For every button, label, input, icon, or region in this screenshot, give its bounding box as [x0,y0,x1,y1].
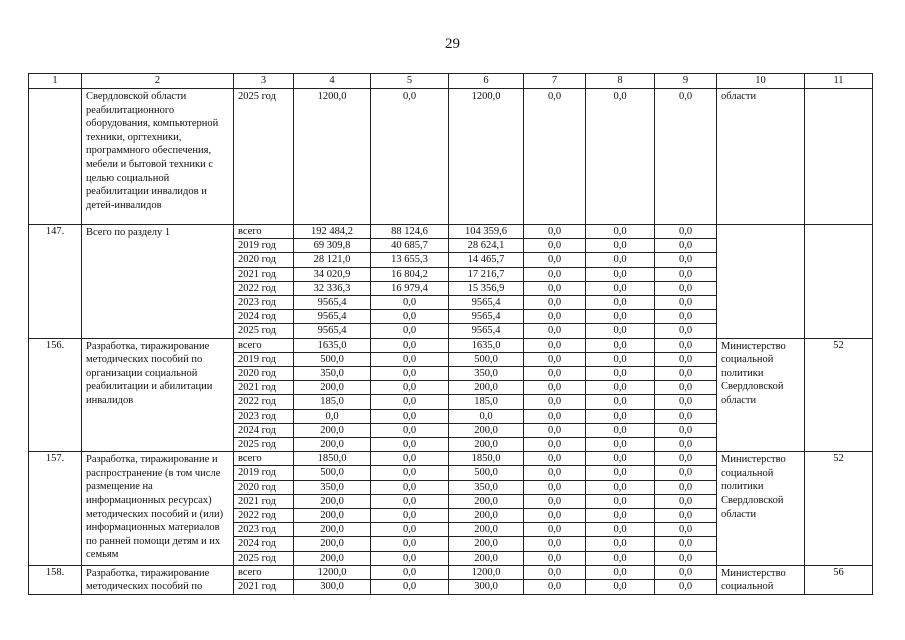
year-breakdown [371,339,448,452]
year-label: 2019 год [234,466,293,480]
header-col-2: 2 [82,74,234,89]
value-other: 0,0 [586,566,654,580]
year-breakdown [234,339,293,452]
row-description: Разработка, тиражирование методических пособий по организации социальной реабилитации и абилитации инвалидов [82,338,234,452]
value-federal: 40 685,7 [371,239,448,253]
year-label: 2021 год [238,581,276,593]
year-column [234,338,294,452]
year-label: 2025 год [238,91,276,102]
header-col-5: 5 [371,74,449,89]
value-other: 0,0 [613,439,627,451]
value-local: 0,0 [524,296,585,310]
value-column [655,225,717,339]
value-total: 0,0 [294,409,370,423]
value-extra: 0,0 [655,310,716,324]
value-total: 1200,0 [317,91,347,102]
year-label: 2020 год [234,480,293,494]
year-breakdown [234,225,293,338]
value-local: 0,0 [524,225,585,239]
value-federal: 0,0 [371,409,448,423]
value-other: 0,0 [586,409,654,423]
value-column [449,225,524,339]
executor: Министерство социальной политики Свердловской области [717,338,805,452]
value-local: 0,0 [524,267,585,281]
value-local: 0,0 [524,466,585,480]
value-federal: 0,0 [371,296,448,310]
year-breakdown [449,225,523,338]
value-extra: 0,0 [655,452,716,466]
value-local: 0,0 [547,325,562,337]
value-regional: 1200,0 [449,566,523,580]
year-label: 2022 год [234,395,293,409]
value-federal: 0,0 [371,494,448,508]
value-regional: 500,0 [449,466,523,480]
year-cell [234,89,294,225]
value-column [586,338,655,452]
header-col-4: 4 [294,74,371,89]
value-total: 500,0 [294,466,370,480]
target-ref [805,89,873,225]
year-label: 2024 год [234,310,293,324]
value-total: 200,0 [294,423,370,437]
value-local: 0,0 [524,239,585,253]
value-total: 350,0 [294,367,370,381]
value-other: 0,0 [613,91,627,102]
value-local: 0,0 [547,552,562,564]
row-description: Разработка, тиражирование и распространение (в том числе размещение на информационных ресурсах) методических пособий и (или) информационных материалов по ранней помощи детям и их семьям [82,452,234,566]
value-extra: 0,0 [655,296,716,310]
header-col-11: 11 [805,74,873,89]
value-other: 0,0 [586,395,654,409]
year-label: всего [234,452,293,466]
value-extra: 0,0 [655,409,716,423]
value-regional: 15 356,9 [449,281,523,295]
value-regional: 200,0 [449,494,523,508]
value-extra: 0,0 [655,253,716,267]
value-column [524,565,586,594]
executor: области [717,89,805,225]
value-other: 0,0 [586,339,654,353]
value-total: 28 121,0 [294,253,370,267]
table-row [29,89,873,225]
value-total: 32 336,3 [294,281,370,295]
target-ref: 52 [805,338,873,452]
value-other: 0,0 [586,281,654,295]
year-column [234,565,294,594]
value-other: 0,0 [586,296,654,310]
value-other: 0,0 [586,523,654,537]
value-total: 200,0 [294,523,370,537]
value-other: 0,0 [586,253,654,267]
value-extra: 0,0 [655,281,716,295]
row-number: 157. [29,452,82,566]
executor: Министерство социальной [717,565,805,594]
value-extra: 0,0 [678,325,693,337]
value-extra: 0,0 [678,552,693,564]
value-extra: 0,0 [655,537,716,551]
value-federal: 0,0 [402,581,417,593]
value-local: 0,0 [524,253,585,267]
value-local: 0,0 [524,409,585,423]
year-label: 2020 год [234,253,293,267]
value-regional: 9565,4 [471,325,501,337]
value-regional: 1850,0 [449,452,523,466]
table-row [29,225,873,339]
value-cell [524,89,586,225]
year-breakdown [655,339,716,452]
value-regional: 185,0 [449,395,523,409]
value-extra: 0,0 [678,439,693,451]
value-extra: 0,0 [678,581,693,593]
row-number: 158. [29,565,82,594]
value-local: 0,0 [524,339,585,353]
value-local: 0,0 [524,494,585,508]
value-local: 0,0 [524,310,585,324]
year-breakdown [371,452,448,565]
value-regional: 200,0 [449,423,523,437]
year-label: всего [234,225,293,239]
value-total: 9565,4 [317,325,347,337]
value-local: 0,0 [524,395,585,409]
value-federal: 0,0 [371,566,448,580]
value-regional: 200,0 [449,509,523,523]
value-regional: 350,0 [449,480,523,494]
value-federal: 0,0 [371,339,448,353]
year-breakdown [586,225,654,338]
value-total: 200,0 [294,494,370,508]
value-column [449,565,524,594]
value-local: 0,0 [524,537,585,551]
value-total: 9565,4 [294,296,370,310]
row-description: Разработка, тиражирование методических пособий по [82,565,234,594]
value-extra: 0,0 [655,395,716,409]
value-column [294,565,371,594]
header-col-10: 10 [717,74,805,89]
value-total: 1635,0 [294,339,370,353]
value-federal: 0,0 [371,395,448,409]
value-column [655,338,717,452]
value-regional: 300,0 [474,581,498,593]
value-column [524,338,586,452]
value-other: 0,0 [613,581,627,593]
value-extra: 0,0 [655,339,716,353]
year-label: всего [234,339,293,353]
value-other: 0,0 [586,452,654,466]
value-regional: 200,0 [449,537,523,551]
year-label: 2022 год [234,281,293,295]
header-col-9: 9 [655,74,717,89]
target-ref [805,225,873,339]
value-other: 0,0 [586,423,654,437]
value-federal: 0,0 [402,552,417,564]
value-column [524,452,586,566]
value-total: 69 309,8 [294,239,370,253]
row-number [29,89,82,225]
year-label: 2023 год [234,409,293,423]
header-col-6: 6 [449,74,524,89]
year-column [234,452,294,566]
value-local: 0,0 [524,480,585,494]
value-total: 200,0 [294,509,370,523]
header-row [29,74,873,89]
value-extra: 0,0 [655,494,716,508]
value-extra: 0,0 [655,466,716,480]
table-row [29,565,873,594]
target-ref: 56 [805,565,873,594]
year-column [234,225,294,339]
value-other: 0,0 [586,509,654,523]
value-regional: 200,0 [449,381,523,395]
value-federal: 0,0 [371,523,448,537]
value-federal: 0,0 [371,367,448,381]
year-label: 2019 год [234,239,293,253]
value-total: 1200,0 [294,566,370,580]
year-breakdown [294,339,370,452]
value-cell [294,89,371,225]
value-federal: 16 979,4 [371,281,448,295]
year-label: 2024 год [234,423,293,437]
value-federal: 0,0 [371,452,448,466]
value-total: 200,0 [294,537,370,551]
value-total: 300,0 [320,581,344,593]
year-breakdown [449,566,523,593]
year-breakdown [294,452,370,565]
value-regional: 200,0 [449,523,523,537]
header-col-3: 3 [234,74,294,89]
year-label: 2021 год [234,267,293,281]
table-row [29,338,873,452]
value-column [294,452,371,566]
value-column [371,338,449,452]
value-extra: 0,0 [655,523,716,537]
value-cell [655,89,717,225]
value-federal: 0,0 [371,381,448,395]
value-column [586,225,655,339]
value-total: 1850,0 [294,452,370,466]
value-federal: 0,0 [371,537,448,551]
value-extra: 0,0 [655,423,716,437]
value-local: 0,0 [547,91,562,102]
year-breakdown [234,452,293,565]
row-number: 156. [29,338,82,452]
value-regional: 200,0 [474,552,498,564]
value-total: 200,0 [320,552,344,564]
year-breakdown [449,452,523,565]
value-federal: 0,0 [371,466,448,480]
value-regional: 0,0 [449,409,523,423]
year-label: всего [234,566,293,580]
value-local: 0,0 [524,566,585,580]
executor: Министерство социальной политики Свердловской области [717,452,805,566]
year-breakdown [524,452,585,565]
value-column [371,565,449,594]
value-federal: 16 804,2 [371,267,448,281]
value-cell [449,89,524,225]
value-cell [586,89,655,225]
value-column [655,565,717,594]
value-column [655,452,717,566]
year-breakdown [524,566,585,593]
value-total: 200,0 [320,439,344,451]
row-number: 147. [29,225,82,339]
program-table [28,73,873,595]
year-breakdown [655,566,716,593]
year-label: 2020 год [234,367,293,381]
value-local: 0,0 [524,381,585,395]
header-col-7: 7 [524,74,586,89]
value-regional: 9565,4 [449,310,523,324]
year-label: 2021 год [234,494,293,508]
year-breakdown [294,566,370,593]
year-breakdown [234,566,293,593]
value-other: 0,0 [586,267,654,281]
value-regional: 350,0 [449,367,523,381]
value-local: 0,0 [547,581,562,593]
header-col-1: 1 [29,74,82,89]
value-local: 0,0 [547,439,562,451]
year-label: 2024 год [234,537,293,551]
value-regional: 200,0 [474,439,498,451]
year-label: 2022 год [234,509,293,523]
year-breakdown [586,566,654,593]
year-label: 2025 год [238,439,276,451]
value-other: 0,0 [586,225,654,239]
value-column [371,225,449,339]
year-breakdown [371,225,448,338]
value-local: 0,0 [524,367,585,381]
value-extra: 0,0 [655,480,716,494]
value-regional: 1200,0 [471,91,501,102]
value-column [586,452,655,566]
year-breakdown [449,339,523,452]
value-extra: 0,0 [678,91,693,102]
table-row [29,452,873,566]
year-breakdown [586,339,654,452]
value-regional: 14 465,7 [449,253,523,267]
value-federal: 0,0 [402,439,417,451]
value-other: 0,0 [586,480,654,494]
value-other: 0,0 [586,381,654,395]
row-description: Свердловской области реабилитационного оборудования, компьютерной техники, оргтехники, программного обеспечения, мебели и бытовой техники с целью социальной реабилитации инвалидов и детей-инвалидов [82,89,234,225]
value-other: 0,0 [586,494,654,508]
value-other: 0,0 [586,367,654,381]
value-other: 0,0 [586,239,654,253]
value-federal: 13 655,3 [371,253,448,267]
target-ref: 52 [805,452,873,566]
row-description: Всего по разделу 1 [82,225,234,339]
value-local: 0,0 [524,523,585,537]
value-regional: 104 359,6 [449,225,523,239]
value-other: 0,0 [586,537,654,551]
value-extra: 0,0 [655,566,716,580]
value-column [371,452,449,566]
value-total: 192 484,2 [294,225,370,239]
value-regional: 500,0 [449,352,523,366]
value-total: 34 020,9 [294,267,370,281]
page-number: 29 [445,36,460,52]
value-regional: 28 624,1 [449,239,523,253]
value-local: 0,0 [524,423,585,437]
value-federal: 0,0 [402,91,417,102]
value-other: 0,0 [586,466,654,480]
year-breakdown [371,566,448,593]
value-regional: 9565,4 [449,296,523,310]
value-total: 350,0 [294,480,370,494]
value-extra: 0,0 [655,352,716,366]
value-other: 0,0 [613,325,627,337]
value-extra: 0,0 [655,225,716,239]
year-breakdown [655,452,716,565]
value-local: 0,0 [524,452,585,466]
header-col-8: 8 [586,74,655,89]
value-extra: 0,0 [655,267,716,281]
year-label: 2025 год [238,325,276,337]
year-breakdown [524,339,585,452]
value-federal: 0,0 [371,423,448,437]
value-column [524,225,586,339]
value-column [294,338,371,452]
year-breakdown [586,452,654,565]
executor [717,225,805,339]
year-label: 2019 год [234,352,293,366]
value-local: 0,0 [524,281,585,295]
year-label: 2023 год [234,523,293,537]
value-extra: 0,0 [655,381,716,395]
value-cell [371,89,449,225]
value-federal: 88 124,6 [371,225,448,239]
value-extra: 0,0 [655,239,716,253]
year-label: 2025 год [238,552,276,564]
year-label: 2021 год [234,381,293,395]
value-column [449,452,524,566]
value-column [294,225,371,339]
year-breakdown [655,225,716,338]
value-column [449,338,524,452]
value-total: 200,0 [294,381,370,395]
value-other: 0,0 [586,310,654,324]
value-federal: 0,0 [371,310,448,324]
year-breakdown [524,225,585,338]
value-federal: 0,0 [402,325,417,337]
value-total: 500,0 [294,352,370,366]
value-federal: 0,0 [371,352,448,366]
value-total: 9565,4 [294,310,370,324]
value-federal: 0,0 [371,509,448,523]
value-regional: 17 216,7 [449,267,523,281]
value-federal: 0,0 [371,480,448,494]
value-other: 0,0 [586,352,654,366]
value-other: 0,0 [613,552,627,564]
value-extra: 0,0 [655,509,716,523]
value-local: 0,0 [524,352,585,366]
value-extra: 0,0 [655,367,716,381]
value-column [586,565,655,594]
year-breakdown [294,225,370,338]
year-label: 2023 год [234,296,293,310]
value-regional: 1635,0 [449,339,523,353]
value-local: 0,0 [524,509,585,523]
value-total: 185,0 [294,395,370,409]
